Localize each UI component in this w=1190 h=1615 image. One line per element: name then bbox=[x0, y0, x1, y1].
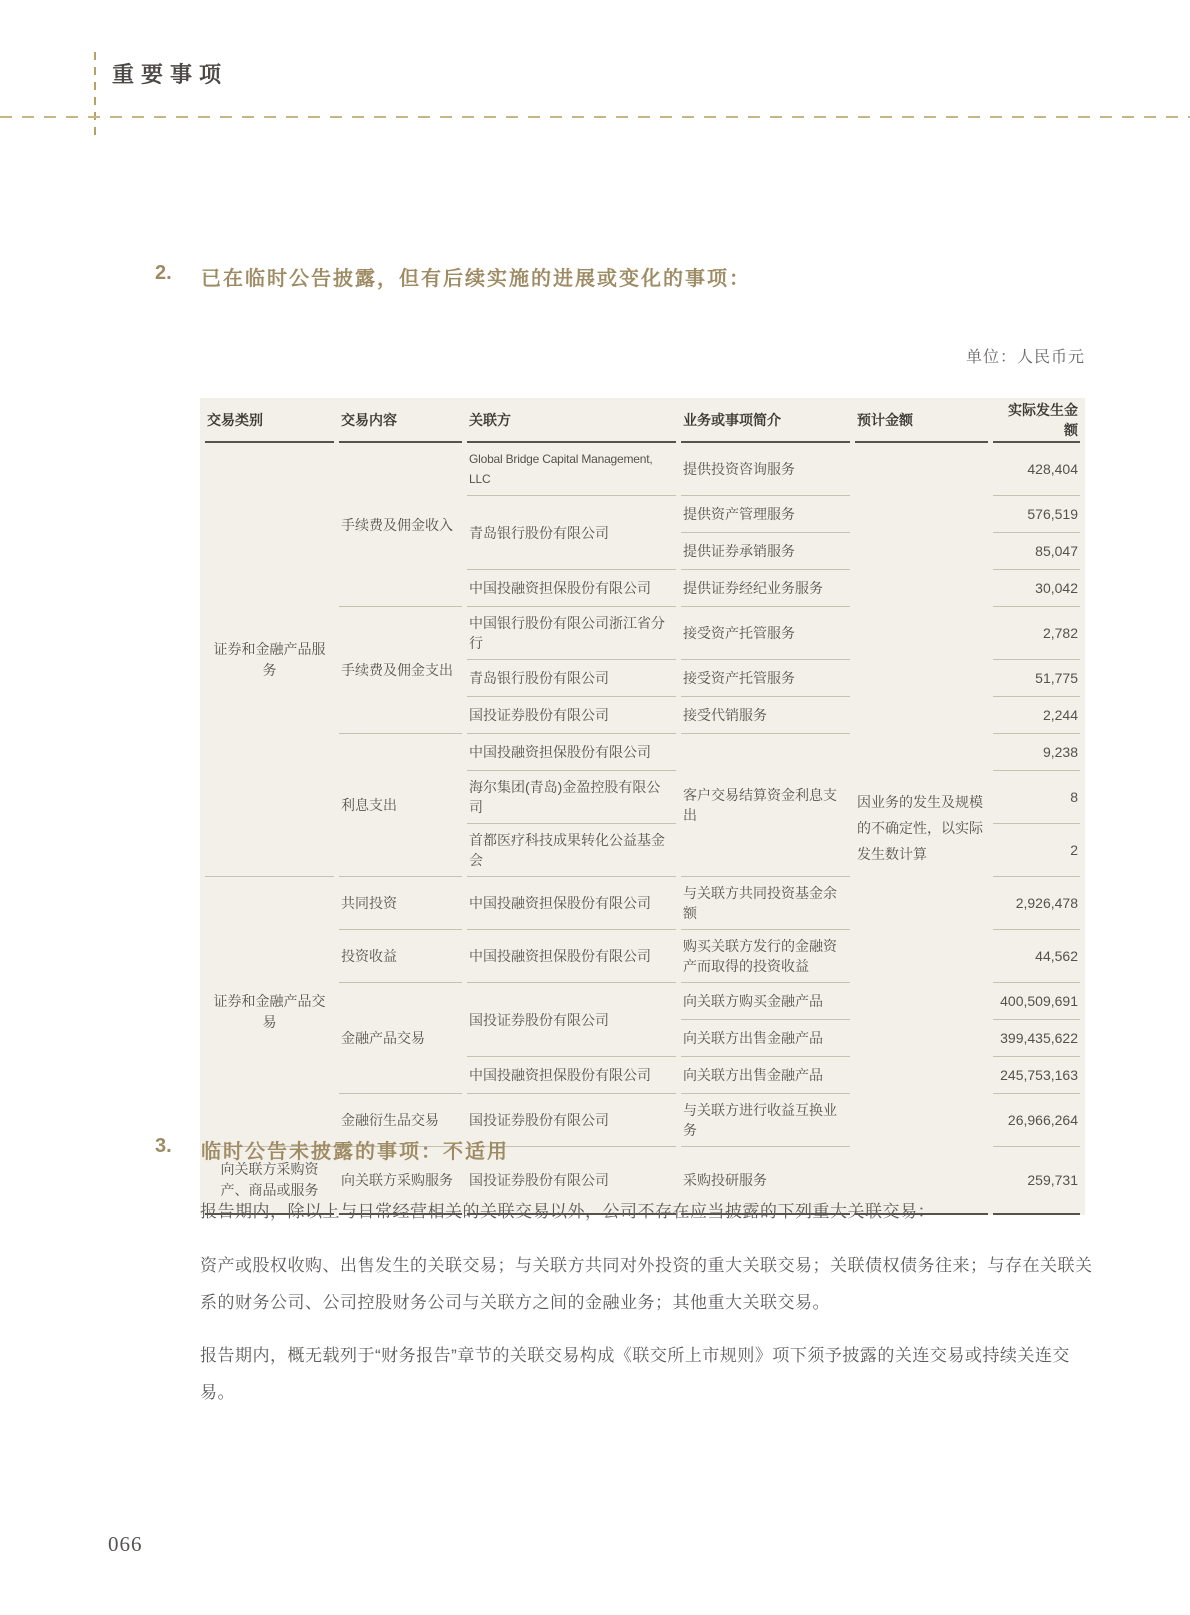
cell-party: 青岛银行股份有限公司 bbox=[467, 496, 676, 570]
currency-unit-label: 单位：人民币元 bbox=[965, 349, 1085, 366]
cell-desc: 向关联方出售金融产品 bbox=[681, 1020, 850, 1057]
cell-amount: 2 bbox=[993, 824, 1080, 877]
cell-category: 向关联方采购资产、商品或服务 bbox=[205, 1147, 334, 1215]
cell-amount: 2,244 bbox=[993, 697, 1080, 734]
cell-party: 中国投融资担保股份有限公司 bbox=[467, 1057, 676, 1094]
cell-party: 中国银行股份有限公司浙江省分行 bbox=[467, 607, 676, 660]
cell-amount: 85,047 bbox=[993, 533, 1080, 570]
cell-content: 金融产品交易 bbox=[339, 983, 462, 1094]
related-party-transactions-table bbox=[200, 398, 1085, 1215]
col-header-category: 交易类别 bbox=[205, 398, 334, 443]
cell-party: 中国投融资担保股份有限公司 bbox=[467, 570, 676, 607]
cell-content: 共同投资 bbox=[339, 877, 462, 930]
section-2-number: 2. bbox=[155, 262, 172, 284]
cell-content: 投资收益 bbox=[339, 930, 462, 983]
cell-desc: 购买关联方发行的金融资产而取得的投资收益 bbox=[681, 930, 850, 983]
cell-desc: 提供投资咨询服务 bbox=[681, 443, 850, 496]
cell-desc: 提供资产管理服务 bbox=[681, 496, 850, 533]
cell-desc: 向关联方出售金融产品 bbox=[681, 1057, 850, 1094]
col-header-desc: 业务或事项简介 bbox=[681, 398, 850, 443]
cell-desc: 客户交易结算资金利息支出 bbox=[681, 734, 850, 877]
cell-desc: 提供证券经纪业务服务 bbox=[681, 570, 850, 607]
cell-content: 利息支出 bbox=[339, 734, 462, 877]
cell-content: 手续费及佣金收入 bbox=[339, 443, 462, 607]
page-number: 066 bbox=[108, 1532, 143, 1556]
cell-content: 金融衍生品交易 bbox=[339, 1094, 462, 1147]
cell-party: 中国投融资担保股份有限公司 bbox=[467, 930, 676, 983]
cell-desc: 向关联方购买金融产品 bbox=[681, 983, 850, 1020]
cell-party: 首都医疗科技成果转化公益基金会 bbox=[467, 824, 676, 877]
cell-amount: 26,966,264 bbox=[993, 1094, 1080, 1147]
col-header-estimate: 预计金额 bbox=[855, 398, 988, 443]
cell-category: 证券和金融产品服务 bbox=[205, 443, 334, 877]
cell-amount: 428,404 bbox=[993, 443, 1080, 496]
cell-amount: 51,775 bbox=[993, 660, 1080, 697]
cell-party: 国投证券股份有限公司 bbox=[467, 1094, 676, 1147]
cell-party: 中国投融资担保股份有限公司 bbox=[467, 877, 676, 930]
paragraph-2: 资产或股权收购、出售发生的关联交易；与关联方共同对外投资的重大关联交易；关联债权债务往来；与存在关联关系的财务公司、公司控股财务公司与关联方之间的金融业务；其他重大关联交易。 bbox=[200, 1256, 1093, 1312]
cell-party: 国投证券股份有限公司 bbox=[467, 697, 676, 734]
col-header-amount: 实际发生金额 bbox=[993, 398, 1080, 443]
cell-estimate-note: 因业务的发生及规模的不确定性，以实际发生数计算 bbox=[855, 443, 988, 1215]
cell-amount: 576,519 bbox=[993, 496, 1080, 533]
cell-amount: 44,562 bbox=[993, 930, 1080, 983]
cell-party: 中国投融资担保股份有限公司 bbox=[467, 734, 676, 771]
section-3-title: 临时公告未披露的事项：不适用 bbox=[201, 1141, 509, 1163]
section-2-title: 已在临时公告披露，但有后续实施的进展或变化的事项： bbox=[201, 268, 751, 290]
cell-amount: 259,731 bbox=[993, 1147, 1080, 1215]
cell-party: 国投证券股份有限公司 bbox=[467, 983, 676, 1057]
paragraph-3: 报告期内，概无载列于“财务报告”章节的关联交易构成《联交所上市规则》项下须予披露的关连交易或持续关连交易。 bbox=[200, 1346, 1070, 1402]
cell-desc: 与关联方共同投资基金余额 bbox=[681, 877, 850, 930]
page-header-title: 重要事项 bbox=[112, 62, 229, 87]
table-header-row bbox=[205, 398, 1080, 443]
cell-amount: 30,042 bbox=[993, 570, 1080, 607]
cell-party: 国投证券股份有限公司 bbox=[467, 1147, 676, 1215]
cell-content: 手续费及佣金支出 bbox=[339, 607, 462, 734]
col-header-content: 交易内容 bbox=[339, 398, 462, 443]
horizontal-dashed-divider bbox=[0, 116, 1190, 118]
vertical-dashed-divider bbox=[94, 52, 96, 137]
cell-desc: 接受资产托管服务 bbox=[681, 607, 850, 660]
cell-amount: 400,509,691 bbox=[993, 983, 1080, 1020]
cell-party: Global Bridge Capital Management, LLC bbox=[467, 443, 676, 496]
cell-party: 青岛银行股份有限公司 bbox=[467, 660, 676, 697]
section-3-heading bbox=[155, 1135, 509, 1164]
cell-amount: 9,238 bbox=[993, 734, 1080, 771]
section-3-number: 3. bbox=[155, 1135, 172, 1157]
cell-category: 证券和金融产品交易 bbox=[205, 877, 334, 1147]
cell-desc: 接受代销服务 bbox=[681, 697, 850, 734]
cell-amount: 2,926,478 bbox=[993, 877, 1080, 930]
cell-party: 海尔集团(青岛)金盈控股有限公司 bbox=[467, 771, 676, 824]
cell-amount: 245,753,163 bbox=[993, 1057, 1080, 1094]
table-row bbox=[205, 443, 1080, 496]
col-header-party: 关联方 bbox=[467, 398, 676, 443]
cell-amount: 2,782 bbox=[993, 607, 1080, 660]
section-2-heading bbox=[155, 262, 751, 291]
cell-amount: 8 bbox=[993, 771, 1080, 824]
cell-desc: 接受资产托管服务 bbox=[681, 660, 850, 697]
paragraph-1: 报告期内，除以上与日常经营相关的关联交易以外，公司不存在应当披露的下列重大关联交易： bbox=[200, 1202, 935, 1221]
cell-desc: 与关联方进行收益互换业务 bbox=[681, 1094, 850, 1147]
cell-amount: 399,435,622 bbox=[993, 1020, 1080, 1057]
cell-desc: 采购投研服务 bbox=[681, 1147, 850, 1215]
cell-content: 向关联方采购服务 bbox=[339, 1147, 462, 1215]
cell-desc: 提供证券承销服务 bbox=[681, 533, 850, 570]
